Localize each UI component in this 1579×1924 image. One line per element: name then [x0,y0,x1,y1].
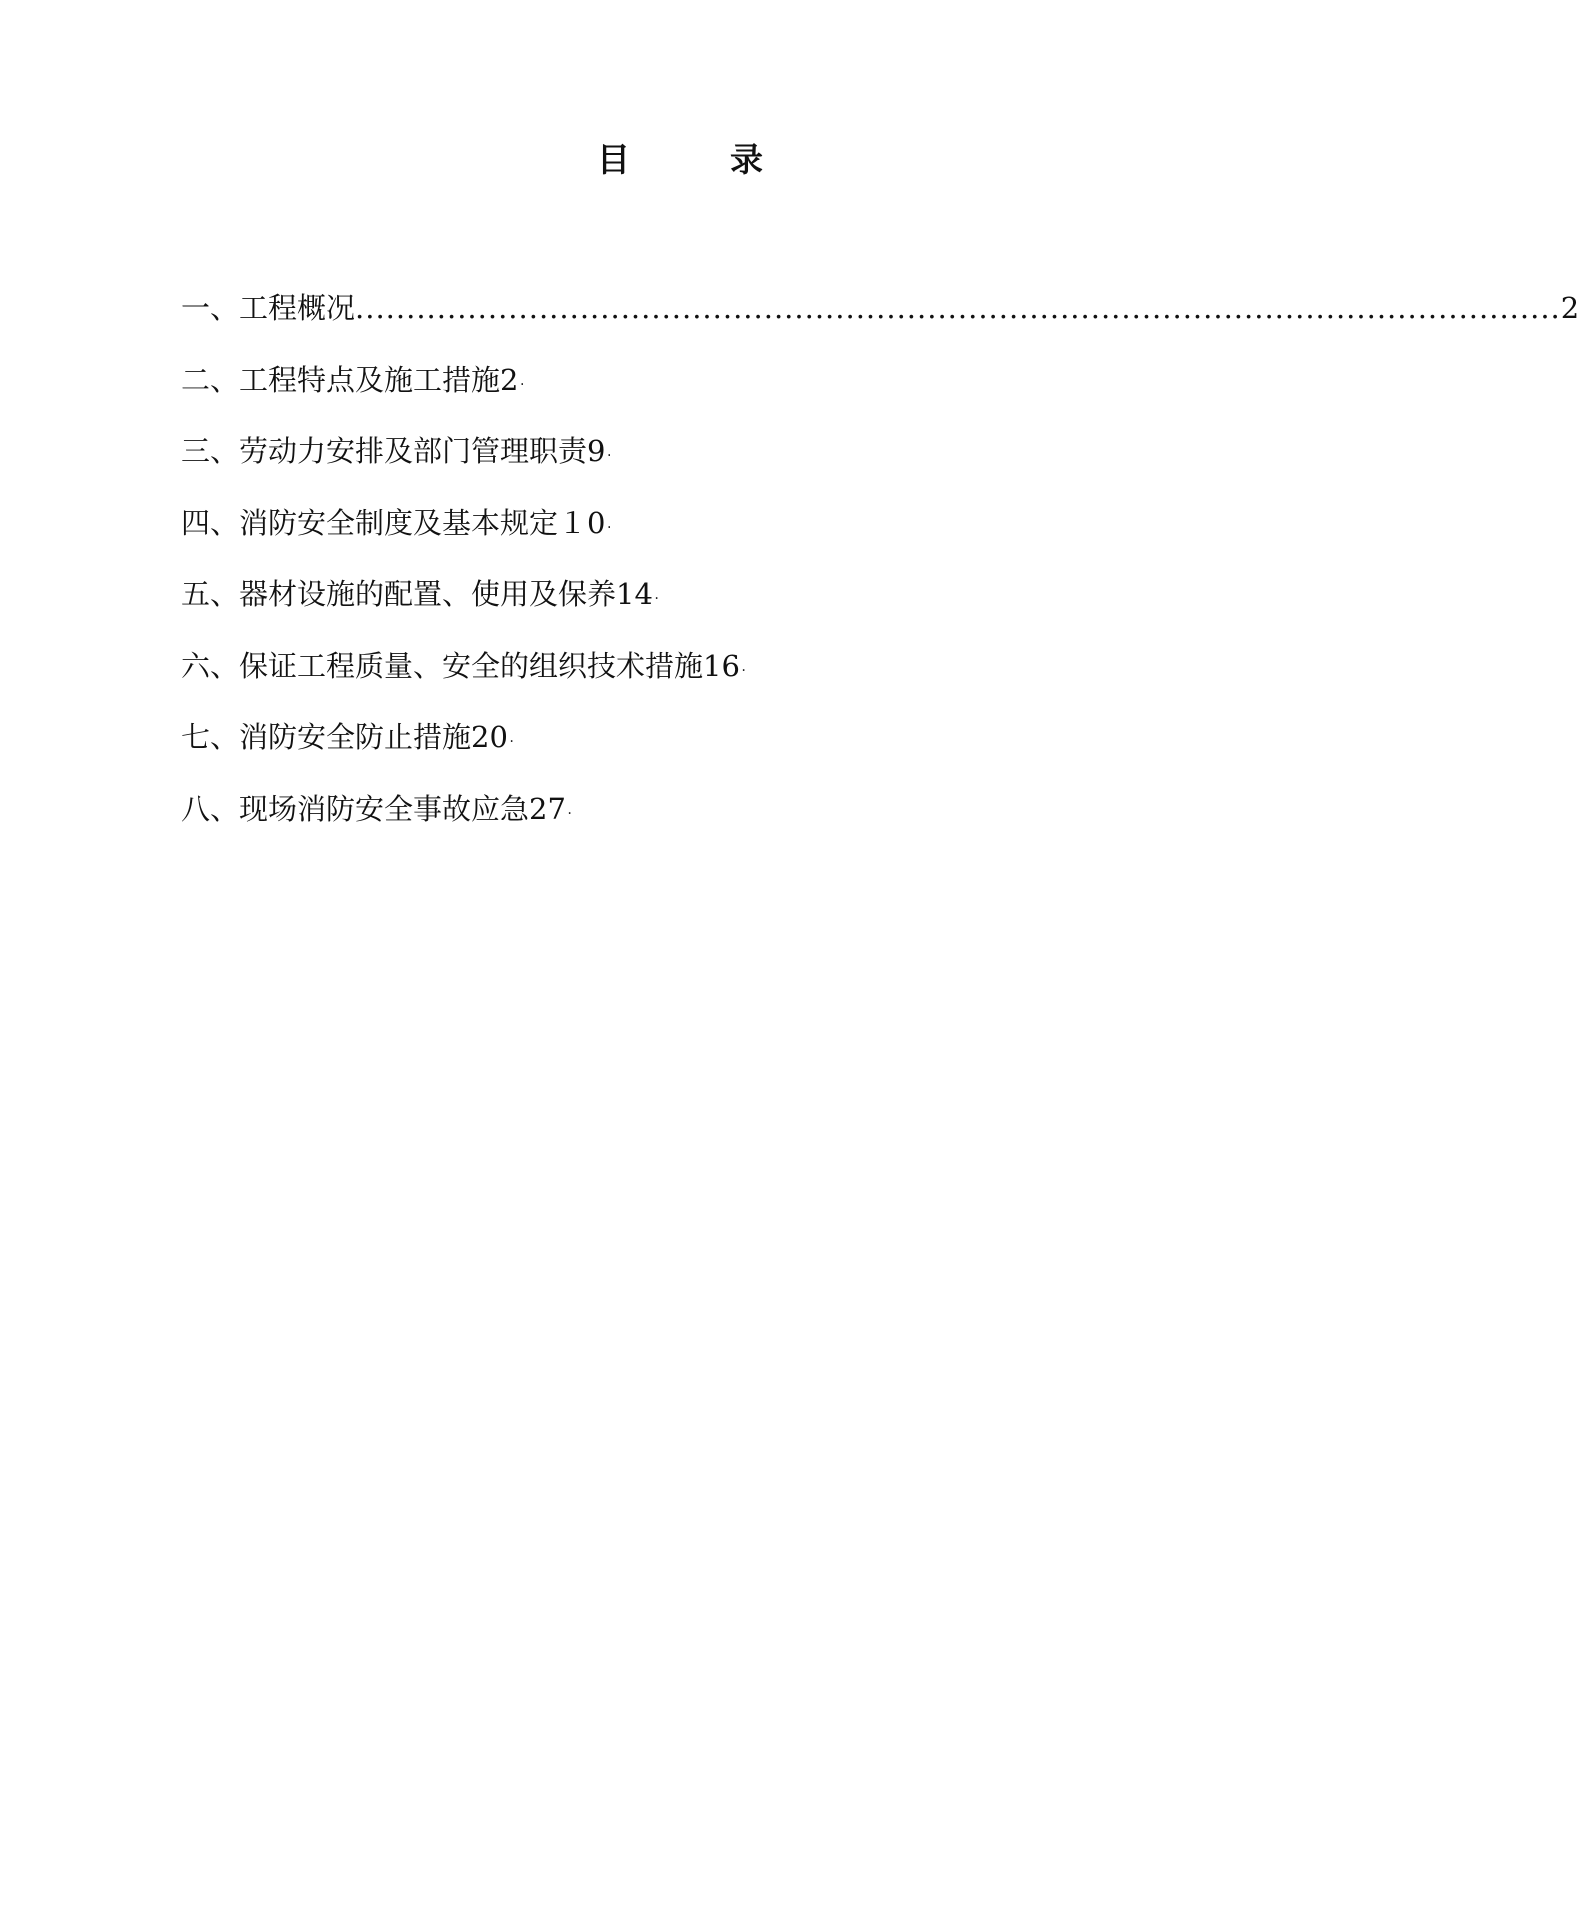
toc-entry-page: 20 [471,720,508,754]
toc-entry-6[interactable] [181,646,1287,718]
toc-entry-page: １0 [558,505,606,540]
toc-entry-label: 一、工程概况 [181,291,356,325]
toc-entry-1[interactable] [181,288,1579,360]
toc-entry-mark: ۰ [565,804,574,821]
toc-title [0,140,1360,180]
toc-entry-mark: ۰ [605,518,613,535]
table-of-contents [181,288,1579,860]
toc-entry-mark: ۰ [605,447,613,463]
toc-entry-page: 14 [616,577,653,611]
toc-entry-mark: ۰ [518,375,526,392]
toc-entry-page: 27 [529,791,566,826]
toc-entry-mark: ۰ [652,590,661,606]
toc-entry-label: 六、保证工程质量、安全的组织技术措施 [181,648,704,683]
toc-entry-page: 2 [1560,291,1579,325]
toc-entry-3[interactable] [181,431,1287,503]
toc-entry-5[interactable] [181,574,1287,646]
toc-entry-4[interactable] [181,503,1287,575]
toc-dot-leader: ...................................................................................................................... [355,291,1561,325]
toc-entry-page: 9 [587,434,606,468]
toc-entry-2[interactable] [181,360,1287,432]
toc-title-char-2: 录 [730,140,763,179]
toc-title-char-1: 目 [597,140,630,179]
toc-entry-7[interactable] [181,717,1287,789]
toc-entry-mark: ۰ [739,661,748,678]
toc-entry-label: 五、器材设施的配置、使用及保养 [181,577,617,611]
toc-entry-8[interactable] [181,789,1287,861]
toc-entry-label: 七、消防安全防止措施 [181,720,472,754]
toc-entry-label: 二、工程特点及施工措施 [181,362,501,397]
toc-entry-page: 16 [703,648,740,683]
toc-entry-label: 三、劳动力安排及部门管理职责 [181,434,588,468]
toc-entry-label: 八、现场消防安全事故应急 [181,791,530,826]
toc-entry-label: 四、消防安全制度及基本规定 [181,505,559,540]
toc-entry-mark: ۰ [507,733,516,749]
toc-entry-page: 2 [500,362,519,397]
